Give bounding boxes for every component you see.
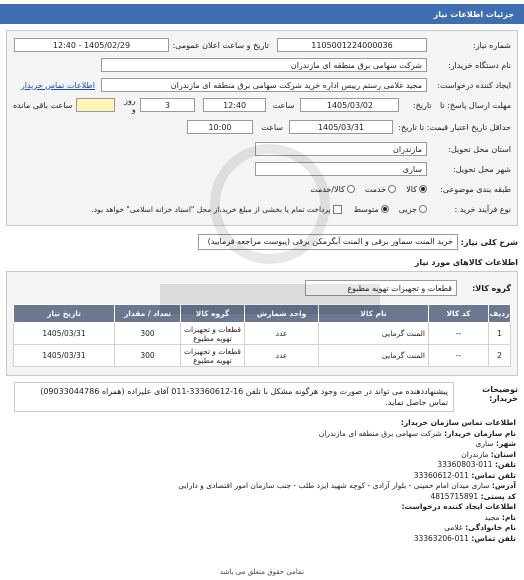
cell-quantity: 300 xyxy=(115,323,181,345)
remaining-time-label: ساعت باقی مانده xyxy=(12,100,73,110)
validity-date-field: 1405/03/31 xyxy=(289,120,393,134)
contact-key: نام: xyxy=(501,512,516,522)
goods-panel xyxy=(6,271,518,376)
city-row xyxy=(13,160,511,178)
remaining-days-label: روز و xyxy=(124,96,136,114)
contact-key: نام خانوادگی: xyxy=(465,523,516,532)
cell-index: 1 xyxy=(489,323,511,345)
page-header xyxy=(0,4,524,24)
col-name: نام کالا xyxy=(319,305,429,323)
deadline-row xyxy=(13,96,511,114)
need-number-row xyxy=(13,36,511,54)
category-option-label: کالا xyxy=(406,184,417,194)
contact-value: 011-33360612 xyxy=(413,470,469,480)
validity-row xyxy=(13,116,511,138)
cell-unit: عدد xyxy=(245,323,319,345)
col-code: کد کالا xyxy=(429,305,489,323)
contact-line xyxy=(6,429,516,440)
goods-group-field: قطعات و تجهیزات تهویه مطبوع xyxy=(305,280,457,296)
province-field: مازندران xyxy=(255,142,427,156)
goods-group-label: گروه کالا: xyxy=(472,283,511,293)
page-title: جزئیات اطلاعات نیاز xyxy=(433,9,514,19)
treasury-checkbox[interactable] xyxy=(333,205,342,214)
buyer-notes-row xyxy=(6,382,518,412)
process-label: نوع فرآیند خرید : xyxy=(454,204,511,214)
process-option-label: جزیی xyxy=(398,204,417,214)
radio-icon xyxy=(347,185,355,193)
contact-value: غلامی xyxy=(444,523,463,532)
category-option-label: خدمت xyxy=(364,184,387,194)
contact-line xyxy=(6,471,516,482)
city-label: شهر محل تحویل: xyxy=(453,164,511,174)
need-details-page xyxy=(0,4,524,580)
creator-label: ایجاد کننده درخواست: xyxy=(437,80,511,90)
contact-line xyxy=(6,460,516,471)
process-option-minor[interactable] xyxy=(399,205,427,214)
creator-row xyxy=(13,76,511,94)
table-row xyxy=(14,345,511,367)
creator-field: مجید غلامی رستم رییس اداره خرید شرکت سهامی برق منطقه ای مازندران xyxy=(101,78,427,92)
contact-key: کد پستی: xyxy=(480,491,516,501)
cell-code: -- xyxy=(429,345,489,367)
deadline-date-label: تاریخ: xyxy=(412,100,432,110)
radio-selected-icon xyxy=(419,185,427,193)
contact-value: مجید xyxy=(484,512,500,522)
contact-key: آدرس: xyxy=(491,481,516,490)
cell-group: قطعات و تجهیزات تهویه مطبوع xyxy=(181,323,245,345)
contact-value: ساری میدان امام خمینی - بلوار آزادی - کوچه شهید ایزد طلب - جنب سازمان امور اقتصادی و دارایی xyxy=(178,481,490,490)
col-date: تاریخ نیاز xyxy=(14,305,115,323)
province-label: استان محل تحویل: xyxy=(448,144,511,154)
cell-name: المنت گرمایی xyxy=(319,345,429,367)
contact-value: 011-33360803 xyxy=(437,460,493,469)
deadline-time-label: ساعت xyxy=(272,100,295,110)
need-number-field: 1105001224000036 xyxy=(277,38,427,52)
category-option-label: کالا/خدمت xyxy=(310,184,345,194)
contact-line xyxy=(6,481,516,492)
contact-value: ساری xyxy=(475,439,494,448)
buyer-row xyxy=(13,56,511,74)
contact-key: تلفن تماس: xyxy=(471,470,516,480)
buyer-label: نام دستگاه خریدار: xyxy=(448,60,511,70)
category-label: طبقه بندی موضوعی: xyxy=(440,184,511,194)
contact-line xyxy=(6,513,516,524)
deadline-date-field: 1405/03/02 xyxy=(300,98,399,112)
goods-table xyxy=(13,304,511,367)
cell-code: -- xyxy=(429,323,489,345)
cell-quantity: 300 xyxy=(115,345,181,367)
validity-label: حداقل تاریخ اعتبار قیمت: تا تاریخ: xyxy=(398,122,511,132)
contact-value: 011-33363206 xyxy=(413,533,469,543)
radio-icon xyxy=(388,185,396,193)
contact-line xyxy=(6,523,516,534)
validity-time-label: ساعت xyxy=(261,122,283,132)
contact-line xyxy=(6,502,516,513)
cell-date: 1405/03/31 xyxy=(14,345,115,367)
process-option-label: متوسط xyxy=(353,204,379,214)
announce-label: تاریخ و ساعت اعلان عمومی: xyxy=(172,40,269,50)
category-option-goods[interactable] xyxy=(406,185,427,194)
category-option-both[interactable] xyxy=(310,185,355,194)
radio-selected-icon xyxy=(381,205,389,213)
category-row xyxy=(13,180,511,198)
treasury-note: پرداخت تمام یا بخشی از مبلغ خرید،از محل "اسناد خزانه اسلامی" خواهد بود. xyxy=(91,204,331,214)
summary-row xyxy=(6,232,518,252)
cell-date: 1405/03/31 xyxy=(14,323,115,345)
contact-value: 4815715891 xyxy=(430,491,479,501)
buyer-field: شرکت سهامی برق منطقه ای مازندران xyxy=(101,58,427,72)
deadline-label: مهلت ارسال پاسخ: تا xyxy=(439,100,511,110)
contact-value: شرکت سهامی برق منطقه ای مازندران xyxy=(318,428,442,438)
summary-field: خرید المنت سماور برقی و المنت آبگرمکن برقی (پیوست مراجعه فرمایید) xyxy=(198,234,458,250)
footer-text: تمامی حقوق متعلق می باشد xyxy=(219,568,305,576)
contact-key: نام سازمان خریدار: xyxy=(444,428,516,438)
contact-value: مازندران xyxy=(461,449,489,459)
radio-icon xyxy=(419,205,427,213)
table-row xyxy=(14,323,511,345)
contact-key: تلفن تماس: xyxy=(471,533,516,543)
need-number-label: شماره نیاز: xyxy=(473,40,511,50)
contact-line xyxy=(6,450,516,461)
contact-key: استان: xyxy=(490,449,516,459)
cell-name: المنت گرمایی xyxy=(319,323,429,345)
request-info-panel xyxy=(6,30,518,226)
goods-section-title: اطلاعات کالاهای مورد نیاز xyxy=(414,258,518,267)
remaining-time-field xyxy=(76,98,114,112)
province-row xyxy=(13,140,511,158)
col-unit: واحد شمارش xyxy=(245,305,319,323)
contact-key: اطلاعات ایجاد کننده درخواست: xyxy=(401,502,516,511)
col-index: ردیف xyxy=(489,305,511,323)
deadline-time-field: 12:40 xyxy=(203,98,266,112)
category-option-service[interactable] xyxy=(365,185,396,194)
contact-line xyxy=(6,439,516,450)
col-quantity: تعداد / مقدار xyxy=(115,305,181,323)
buyer-notes-field: پیشنهاددهنده می تواند در صورت وجود هرگونه مشکل با تلفن 16-33360612-011 آقای علیزاده (همراه 09033044786) تماس حاصل نماید. xyxy=(14,382,454,412)
process-row xyxy=(13,200,511,218)
city-field: ساری xyxy=(255,162,427,176)
process-option-medium[interactable] xyxy=(354,205,389,214)
summary-label: شرح کلی نیاز: xyxy=(460,237,518,247)
cell-index: 2 xyxy=(489,345,511,367)
buyer-contact-link[interactable]: اطلاعات تماس خریدار xyxy=(20,80,95,90)
cell-unit: عدد xyxy=(245,345,319,367)
validity-time-field: 10:00 xyxy=(187,120,253,134)
cell-group: قطعات و تجهیزات تهویه مطبوع xyxy=(181,345,245,367)
col-group: گروه کالا xyxy=(181,305,245,323)
announce-datetime-field: 1405/02/29 - 12:40 xyxy=(14,38,169,52)
buyer-contact-section xyxy=(6,418,518,544)
goods-group-row xyxy=(13,278,511,298)
buyer-notes-label: توضیحات خریدار: xyxy=(482,385,518,403)
contact-key: تلفن: xyxy=(494,460,516,469)
contact-line xyxy=(6,534,516,545)
contact-key: شهر: xyxy=(496,439,516,448)
contact-title: اطلاعات تماس سازمان خریدار: xyxy=(400,418,516,427)
contact-line xyxy=(6,492,516,503)
goods-table-header xyxy=(14,305,511,323)
remaining-days-field: 3 xyxy=(140,98,195,112)
